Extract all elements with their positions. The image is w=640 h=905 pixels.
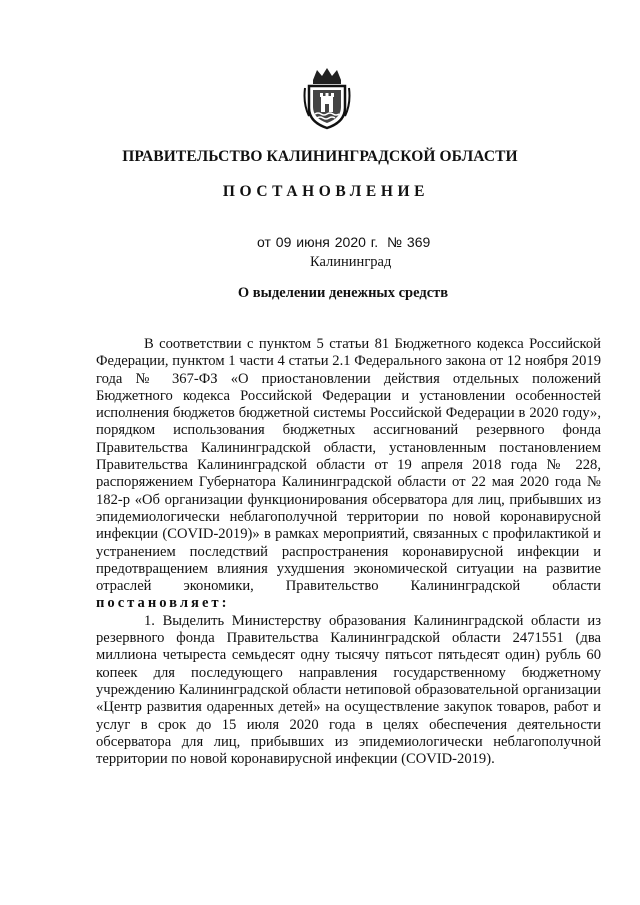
number-prefix: № — [386, 234, 403, 250]
item-1-paragraph: 1. Выделить Министерству образования Калининградской области из резервного фонда Правительства Калининградской области 2471551 (два миллиона четыреста семьдесят одну тысячу пятьсот пятьдесят один) рубль 60 копеек для последующего направления государственному бюджетному учреждению Калининградской области нетиповой образовательной организации «Центр развития одаренных детей» на осуществление закупок товаров, работ и услуг в срок до 15 июля 2020 года в целях обеспечения деятельности обсерватора для лиц, прибывших из эпидемиологически неблагополучной территории по новой коронавирусной инфекции (COVID-2019). — [96, 612, 601, 768]
document-number: 369 — [406, 234, 431, 250]
document-type-heading: ПОСТАНОВЛЕНИЕ — [222, 183, 430, 200]
document-subject: О выделении денежных средств — [237, 285, 449, 301]
coat-of-arms-icon — [303, 66, 351, 130]
document-city: Калининград — [310, 254, 392, 270]
document-date: 09 июня 2020 г. — [275, 234, 379, 250]
document-body — [96, 336, 601, 768]
organization-title: ПРАВИТЕЛЬСТВО КАЛИНИНГРАДСКОЙ ОБЛАСТИ — [122, 148, 518, 165]
resolves-word: постановляет: — [96, 595, 230, 612]
preamble-paragraph — [96, 336, 601, 613]
document-date-line — [257, 234, 430, 250]
preamble-text: В соответствии с пунктом 5 статьи 81 Бюджетного кодекса Российской Федерации, пунктом 1 части 4 статьи 2.1 Федерального закона от 12 ноября 2019 года № 367-ФЗ «О приостановлении действия отдельных положений Бюджетного кодекса Российской Федерации и установлении особенностей исполнения бюджетов бюджетной системы Российской Федерации в 2020 году», порядком использования бюджетных ассигнований резервного фонда Правительства Калининградской области, установленным постановлением Правительства Калининградской области от 19 апреля 2018 года № 228, распоряжением Губернатора Калининградской области от 22 мая 2020 года № 182-р «Об организации функционирования обсерватора для лиц, прибывших из эпидемиологически неблагополучной территории по новой коронавирусной инфекции (COVID-2019)» в рамках мероприятий, связанных с профилактикой и устранением последствий распространения коронавирусной инфекции и предотвращением влияния ухудшения экономической ситуации на развитие отраслей экономики, Правительство Калининградской области — [96, 336, 601, 595]
date-prefix: от — [257, 234, 271, 250]
